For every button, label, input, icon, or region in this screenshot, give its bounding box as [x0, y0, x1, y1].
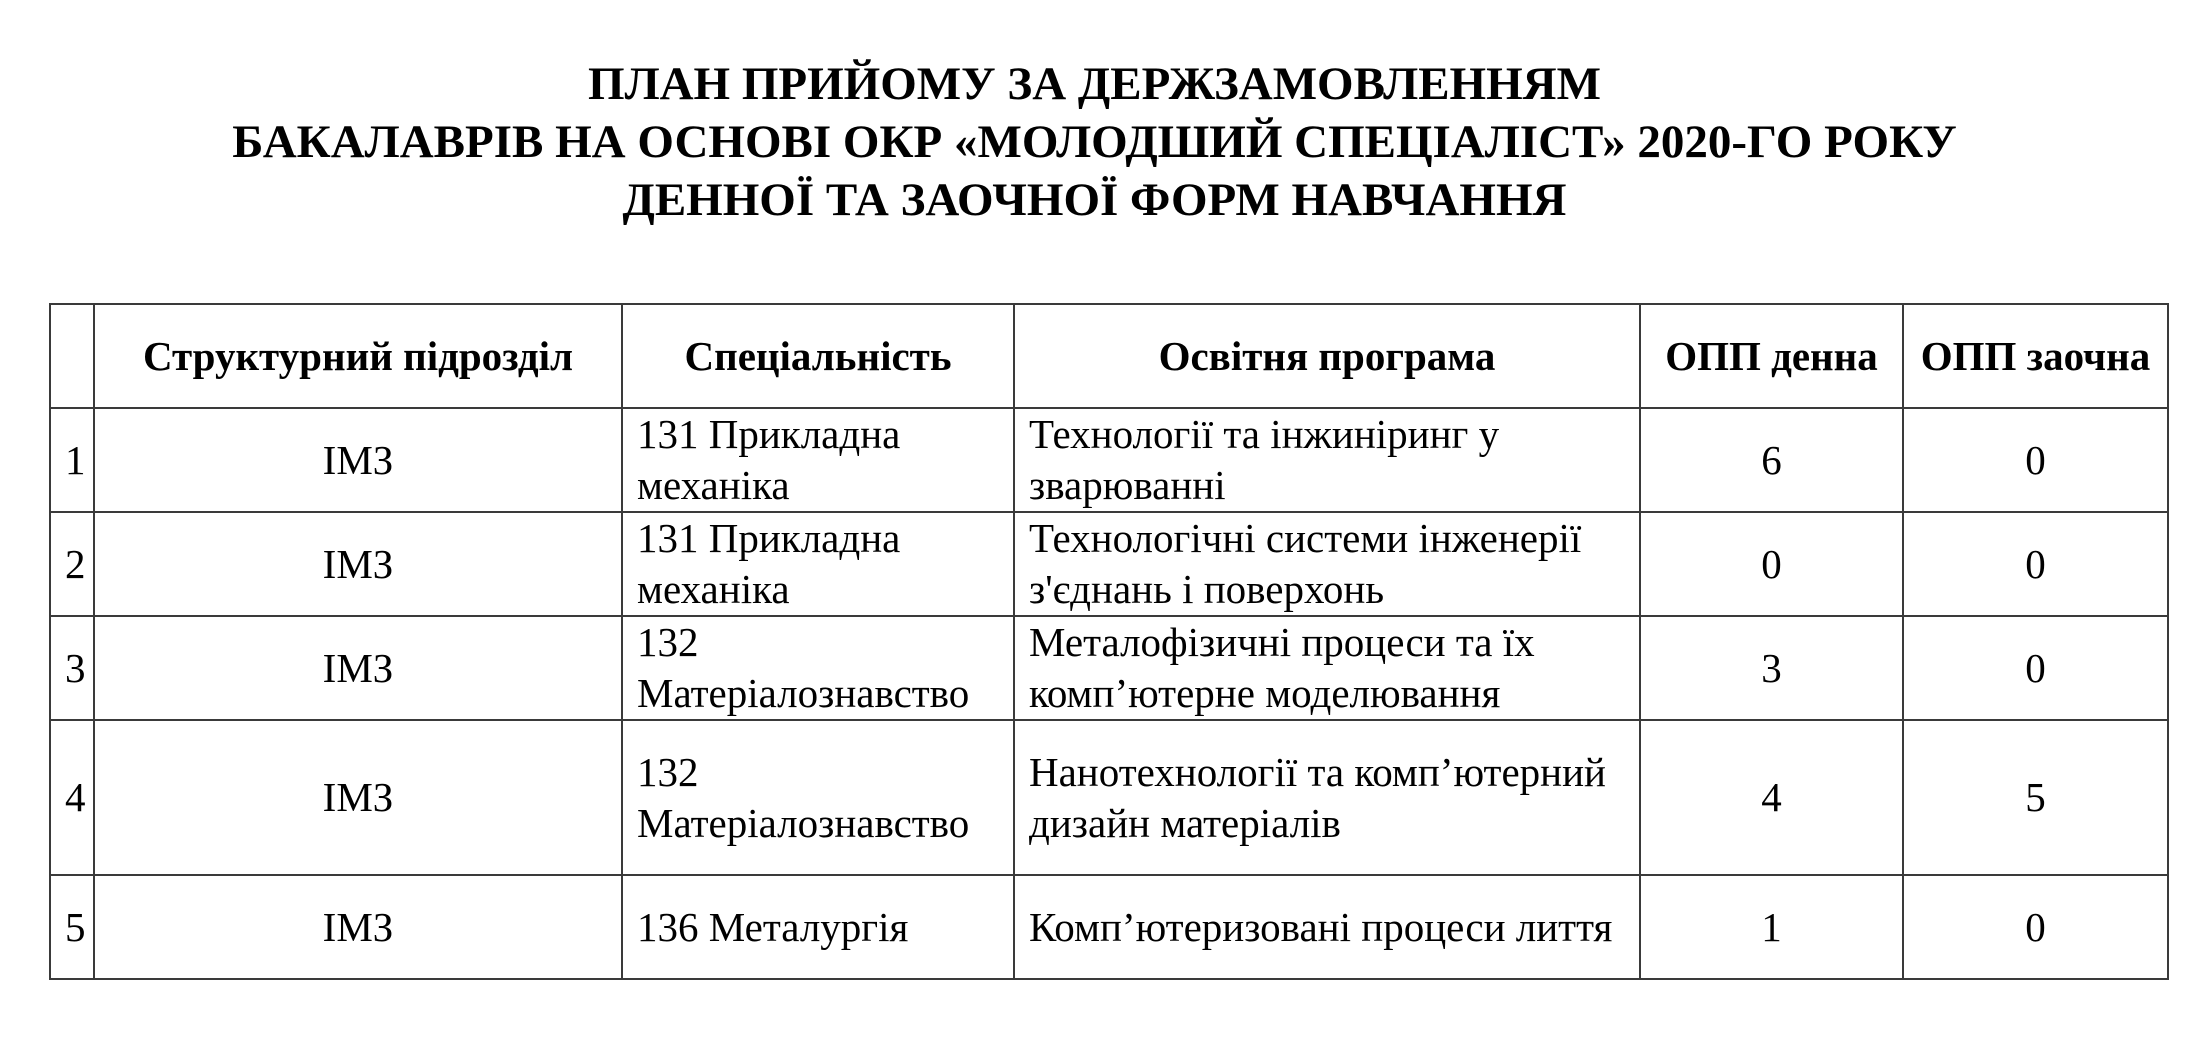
program-cell: Комп’ютеризовані процеси лиття [1014, 875, 1640, 979]
row-number: 5 [50, 875, 94, 979]
structural-unit-cell: ІМЗ [94, 616, 622, 720]
opp-extramural-cell: 5 [1903, 720, 2168, 875]
table-row [50, 616, 2168, 720]
opp-extramural-cell: 0 [1903, 512, 2168, 616]
structural-unit-cell: ІМЗ [94, 875, 622, 979]
opp-day-cell: 4 [1640, 720, 1903, 875]
title-line-1: ПЛАН ПРИЙОМУ ЗА ДЕРЖЗАМОВЛЕННЯМ [588, 58, 1601, 110]
row-number: 1 [50, 408, 94, 512]
structural-unit-cell: ІМЗ [94, 408, 622, 512]
program-cell: Технології та інжиніринг у зварюванні [1014, 408, 1640, 512]
header-number [50, 304, 94, 408]
table-header-row [50, 304, 2168, 408]
opp-day-cell: 0 [1640, 512, 1903, 616]
specialty-cell: 131 Прикладна механіка [622, 408, 1014, 512]
admission-plan-table [49, 303, 2169, 980]
header-structural-unit: Структурний підрозділ [94, 304, 622, 408]
header-opp-day: ОПП денна [1640, 304, 1903, 408]
structural-unit-cell: ІМЗ [94, 512, 622, 616]
specialty-cell: 136 Металургія [622, 875, 1014, 979]
header-specialty: Спеціальність [622, 304, 1014, 408]
opp-day-cell: 1 [1640, 875, 1903, 979]
opp-day-cell: 3 [1640, 616, 1903, 720]
program-cell: Технологічні системи інженерії з'єднань і поверхонь [1014, 512, 1640, 616]
opp-day-cell: 6 [1640, 408, 1903, 512]
opp-extramural-cell: 0 [1903, 875, 2168, 979]
specialty-cell: 132 Матеріалознавство [622, 720, 1014, 875]
opp-extramural-cell: 0 [1903, 616, 2168, 720]
structural-unit-cell: ІМЗ [94, 720, 622, 875]
row-number: 2 [50, 512, 94, 616]
table-row [50, 720, 2168, 875]
table-row [50, 875, 2168, 979]
program-cell: Металофізичні процеси та їх комп’ютерне моделювання [1014, 616, 1640, 720]
opp-extramural-cell: 0 [1903, 408, 2168, 512]
title-line-3: ДЕННОЇ ТА ЗАОЧНОЇ ФОРМ НАВЧАННЯ [622, 174, 1567, 226]
title-line-2: БАКАЛАВРІВ НА ОСНОВІ ОКР «МОЛОДШИЙ СПЕЦІАЛІСТ» 2020-ГО РОКУ [232, 116, 1957, 168]
table-row [50, 512, 2168, 616]
header-opp-extramural: ОПП заочна [1903, 304, 2168, 408]
document-title [0, 55, 2189, 229]
specialty-cell: 131 Прикладна механіка [622, 512, 1014, 616]
program-cell: Нанотехнології та комп’ютерний дизайн матеріалів [1014, 720, 1640, 875]
row-number: 4 [50, 720, 94, 875]
table-row [50, 408, 2168, 512]
specialty-cell: 132 Матеріалознавство [622, 616, 1014, 720]
header-educational-program: Освітня програма [1014, 304, 1640, 408]
row-number: 3 [50, 616, 94, 720]
